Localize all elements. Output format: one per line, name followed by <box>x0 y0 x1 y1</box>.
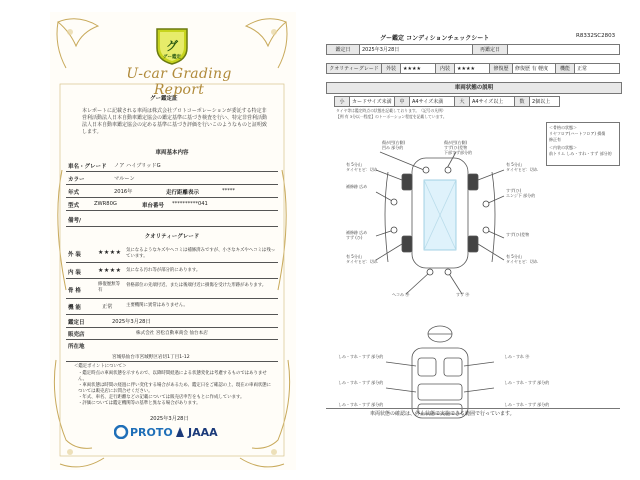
date-cell: 2025年3月28日 <box>360 45 473 55</box>
diagram-label: 有 5分山 タイヤヒビ：切れ <box>506 254 538 264</box>
quality-stars-frame: 修復歴無等有 <box>98 282 120 293</box>
interior-condition-text: 前トリム しみ・すれ・すず 部分的 <box>549 151 612 156</box>
mileage-value: ***** <box>222 188 235 194</box>
exterior-stars: ★★★★ <box>401 64 436 74</box>
quality-desc-interior: 気になる汚れ等が部分的にあります。 <box>126 268 201 273</box>
brand-jaaa: JAAA <box>188 426 218 439</box>
condition-description-title: 車両状態の説明 <box>326 82 622 94</box>
diagram-label: すず(ひ)差物 <box>506 232 530 237</box>
inspection-date-table <box>326 44 620 55</box>
diagram-label: 有 5分山 タイヤヒビ：切れ <box>346 254 378 264</box>
note-item: ・評価については鑑定機関等の基準と異なる場合があります。 <box>78 401 201 406</box>
re-inspection-cell <box>508 45 620 55</box>
interior-condition-title: ＜内装の状態＞ <box>549 145 577 150</box>
interior-header: 内装 <box>436 64 455 74</box>
quality-stars-function: 正常 <box>102 304 113 310</box>
divider <box>66 210 278 211</box>
vehicle-section-title: 車両基本内容 <box>155 150 189 156</box>
goo-kantei-logo <box>154 26 190 66</box>
diagram-label: しみ・すれ ㊥ <box>504 354 530 359</box>
frame-condition-title: ＜骨格の状態＞ <box>549 125 577 130</box>
quality-desc-function: 主要機関に異常はありません。 <box>126 303 188 308</box>
quality-grade-table <box>326 63 620 74</box>
size-text-multiple: 2個以上 <box>530 97 560 107</box>
interior-stars: ★★★★ <box>455 64 490 74</box>
legend-line-1: タイヤ等は鑑定時点の状態を記載しております。（記号の凡例） <box>336 108 446 113</box>
date-label: 鑑定日 <box>68 320 85 326</box>
divider <box>66 197 278 198</box>
size-code-medium: 中 <box>395 97 410 107</box>
place-label: 所在地 <box>68 344 85 350</box>
diagram-label: すず(ひ) エンジ下 部分的 <box>506 188 536 198</box>
diagram-label: しみ・すれ・すず 部分的 <box>338 380 384 385</box>
diagram-label: ヘコみ ㊥ <box>392 292 410 297</box>
re-inspection-header: 再鑑定日 <box>473 45 508 55</box>
chassis-value: **********041 <box>172 201 208 207</box>
legend-line-2: 【例 有 3分以一程度】のトーポーション程度を記載しています。 <box>336 114 447 119</box>
svg-text:グ: グ <box>165 39 179 53</box>
note-label: 備考/ <box>68 218 82 224</box>
divider <box>66 298 278 299</box>
notes-title: ＜鑑定ポイントについて＞ <box>74 364 127 369</box>
exterior-header: 外装 <box>382 64 401 74</box>
diagram-label: 有 5分山 タイヤヒビ：切れ <box>506 162 538 172</box>
grading-report-title: U-car Grading Report <box>126 66 232 98</box>
note-item: ・年式、車名、走行距離などの記載については販売店申告をもとに作成しています。 <box>78 395 245 400</box>
chassis-label: 車台番号 <box>142 203 165 209</box>
quality-desc-exterior: 気になるようなキズやヘコミは補修済みですが、小さなキズやヘコミは残っています。 <box>126 248 276 259</box>
divider <box>66 171 278 172</box>
quality-label-exterior: 外 装 <box>68 252 81 258</box>
store-label: 販売店 <box>68 332 85 338</box>
sheet-divider <box>326 408 620 409</box>
proto-logo-icon <box>114 425 130 439</box>
divider <box>66 361 278 362</box>
diagram-label: 補修跡 広め <box>346 184 368 189</box>
divider <box>66 262 278 263</box>
size-code-large: 大 <box>455 97 470 107</box>
diagram-label: すず ㊥ <box>456 292 470 297</box>
size-text-medium: A4サイズ未満 <box>410 97 455 107</box>
date-header: 鑑定日 <box>327 45 360 55</box>
function-value: 正常 <box>575 64 620 74</box>
sheet-title: グー鑑定 コンディションチェックシート <box>380 35 490 42</box>
diagram-label: しみ・すれ・すず 部分的 <box>504 380 550 385</box>
note-item: ・鑑定時点の車両状態を示すもので、以降時間経過による状態変化は考慮するものではありません。 <box>78 371 267 382</box>
repair-value: 修復歴 有 軽度 <box>513 64 556 74</box>
type-label: 型式 <box>68 203 80 209</box>
model-label: 車名・グレード <box>68 164 107 170</box>
frame-condition-text: リヤフロア(ハートフロア) 損傷 <box>549 131 606 136</box>
diagram-label: 傷が凹(右側) 凹み 部分的 <box>382 140 406 150</box>
diagram-label: 補修跡 広め すず (ひ) <box>346 230 368 240</box>
model-value: ノア ハイブリッドG <box>114 163 161 169</box>
certificate-subtitle: グー鑑定証 <box>150 96 178 102</box>
diagram-label: しみ・すれ・すず 部分的 <box>338 402 384 407</box>
jaaa-logo-icon <box>174 425 186 439</box>
quality-stars-interior: ★★★★ <box>98 267 122 274</box>
function-header: 機能 <box>556 64 575 74</box>
place-value: 宮城県仙台市宮城野区岩切1丁目1-12 <box>112 355 190 360</box>
divider <box>66 339 278 340</box>
date-value: 2025年3月28日 <box>112 319 151 325</box>
size-code-multiple: 数 <box>515 97 530 107</box>
type-value: ZWR80G <box>94 201 117 207</box>
diagram-label: 傷が凹(右側) すず(ひ)差物 下部すず部分的 <box>444 140 473 155</box>
diagram-label: 有 5分山 タイヤヒビ：切れ <box>346 162 378 172</box>
frame-condition-text: 修正有 <box>549 137 561 142</box>
divider <box>66 278 278 279</box>
color-label: カラー <box>68 177 85 183</box>
diagram-label: しみ・すれ・すず 部分的 <box>504 402 550 407</box>
diagram-label: しみ・すれ・すず 部分的 <box>338 354 384 359</box>
color-value: マルーン <box>114 176 135 182</box>
certificate-paragraph: 本レポートに記載される車両は株式会社プロトコーポレーションが委託する特定非営利活動法人日本自動車鑑定協会の鑑定基準に基づき検査を行い、特定非営利活動法人日本自動車鑑定協会の定める基準に基づき評価を行いこのようなものと証明致します。 <box>82 108 268 135</box>
repair-header: 修復歴 <box>490 64 513 74</box>
divider <box>66 327 278 328</box>
mileage-label: 走行距離表示 <box>166 190 200 196</box>
divider <box>66 226 278 227</box>
divider <box>66 184 278 185</box>
quality-label-function: 機 能 <box>68 305 81 311</box>
year-label: 年式 <box>68 190 80 196</box>
logo-caption: グー鑑定 <box>163 55 181 60</box>
note-item: ・車両状態は時間の経過に伴い変化する場合があるため、鑑定日をご確認の上、現在の車両状態については販売店にお問合せください。 <box>78 383 272 394</box>
sheet-code: R8332SC2803 <box>576 33 616 39</box>
store-value: 株式会社 宮松自動車商会 仙台本店 <box>136 331 208 336</box>
issue-date: 2025年3月28日 <box>150 416 189 422</box>
divider <box>66 314 278 315</box>
size-code-small: 小 <box>335 97 350 107</box>
size-text-large: A4サイズ以上 <box>470 97 515 107</box>
year-value: 2016年 <box>114 189 133 195</box>
quality-desc-frame: 骨格部位の先端付近、または後端付近に損傷を受けた形跡があります。 <box>126 283 267 288</box>
quality-label-interior: 内 装 <box>68 270 81 276</box>
quality-label-frame: 骨 格 <box>68 288 81 294</box>
size-legend-table <box>334 96 560 107</box>
sheet-footer: 車両状態の確認は、停止状態で実施できる範囲で行っています。 <box>370 411 515 417</box>
size-text-small: カードサイズ未満 <box>350 97 395 107</box>
brand-proto: PROTO <box>130 426 173 439</box>
quality-grade-header: クオリティーグレード <box>327 64 382 74</box>
quality-section-title: クオリティーグレード <box>144 234 200 240</box>
quality-stars-exterior: ★★★★ <box>98 249 122 256</box>
